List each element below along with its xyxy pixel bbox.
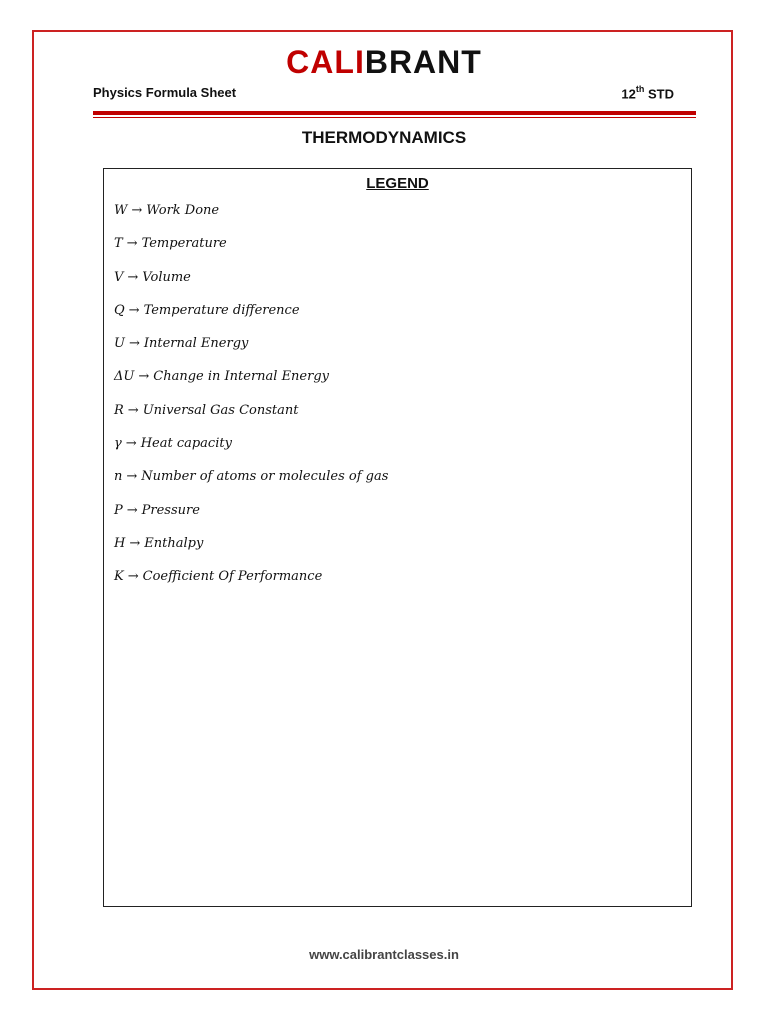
arrow-icon: → <box>127 569 139 585</box>
arrow-icon: → <box>138 369 150 385</box>
legend-meaning: Universal Gas Constant <box>142 402 299 418</box>
arrow-icon: → <box>131 203 143 218</box>
arrow-icon: → <box>126 236 138 252</box>
legend-meaning: Work Done <box>146 203 220 218</box>
legend-meaning: Heat capacity <box>140 436 232 452</box>
grade-text: STD <box>648 86 674 102</box>
legend-symbol: V <box>114 269 124 285</box>
sheet-title: Physics Formula Sheet <box>93 85 237 100</box>
legend-item <box>114 436 388 469</box>
arrow-icon: → <box>126 502 138 518</box>
arrow-icon: → <box>127 269 139 285</box>
arrow-icon: → <box>125 436 137 452</box>
legend-meaning: Coefficient Of Performance <box>142 569 323 585</box>
legend-item <box>114 203 388 236</box>
legend-item <box>114 469 388 502</box>
arrow-icon: → <box>129 535 141 551</box>
legend-symbol: U <box>114 336 125 352</box>
legend-box <box>103 168 692 907</box>
legend-meaning: Temperature difference <box>143 302 300 318</box>
legend-symbol: γ <box>114 436 122 452</box>
legend-list <box>114 203 388 603</box>
legend-symbol: K <box>114 569 124 585</box>
legend-meaning: Pressure <box>141 502 200 518</box>
legend-symbol: P <box>114 502 123 518</box>
footer-website-link[interactable]: www.calibrantclasses.in <box>309 947 459 962</box>
legend-meaning: Change in Internal Energy <box>153 369 330 385</box>
legend-meaning: Volume <box>142 269 191 285</box>
arrow-icon: → <box>127 402 139 418</box>
grade-number: 12 <box>621 86 636 102</box>
legend-item <box>114 303 388 336</box>
brand-logo-part1: CALI <box>286 44 365 80</box>
legend-item <box>114 536 388 569</box>
header-divider-thick <box>93 111 696 115</box>
arrow-icon: → <box>128 336 140 352</box>
arrow-icon: → <box>126 469 138 485</box>
legend-meaning: Temperature <box>141 236 227 252</box>
brand-logo-part2: BRANT <box>364 44 482 80</box>
legend-symbol: Q <box>114 302 125 318</box>
legend-symbol: ΔU <box>114 369 135 385</box>
legend-symbol: n <box>114 469 123 485</box>
legend-title: LEGEND <box>366 175 429 192</box>
legend-item <box>114 236 388 269</box>
brand-logo <box>0 42 768 82</box>
legend-item <box>114 270 388 303</box>
grade-label <box>621 85 674 101</box>
legend-meaning: Internal Energy <box>143 336 249 352</box>
legend-symbol: T <box>114 236 123 252</box>
legend-item <box>114 369 388 402</box>
grade-suffix: th <box>635 84 645 94</box>
legend-item <box>114 403 388 436</box>
section-title: THERMODYNAMICS <box>301 128 467 147</box>
arrow-icon: → <box>128 302 140 318</box>
header-divider-thin <box>93 117 696 118</box>
legend-meaning: Number of atoms or molecules of gas <box>141 469 389 485</box>
legend-symbol: H <box>114 535 126 551</box>
legend-item <box>114 336 388 369</box>
legend-symbol: R <box>114 402 124 418</box>
legend-item <box>114 569 388 602</box>
legend-item <box>114 503 388 536</box>
legend-meaning: Enthalpy <box>144 535 204 551</box>
legend-symbol: W <box>114 203 128 218</box>
